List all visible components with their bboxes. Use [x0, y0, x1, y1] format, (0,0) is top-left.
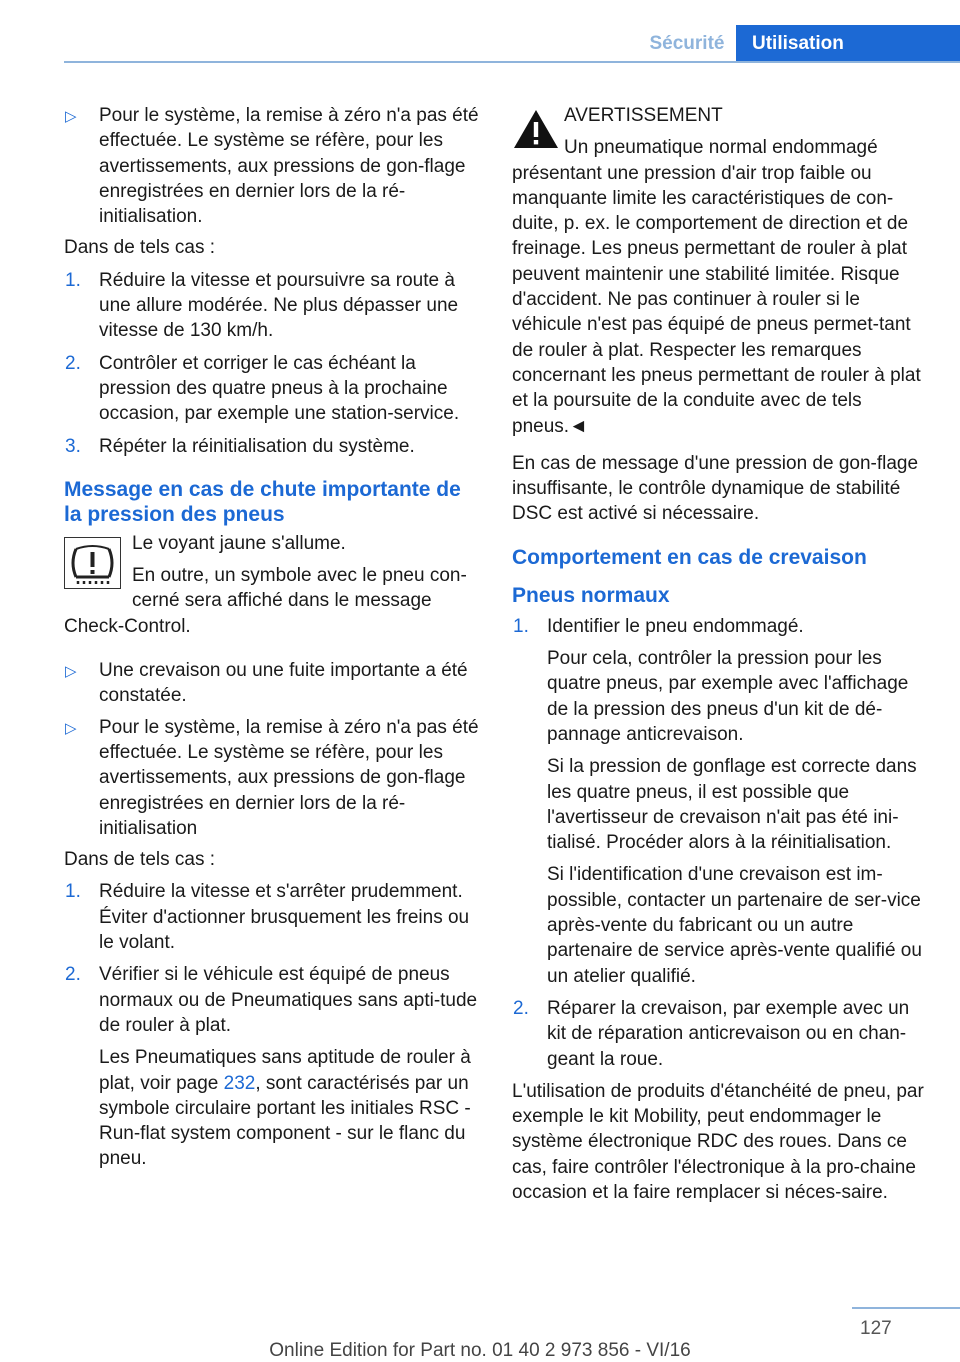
list-item: [64, 434, 479, 459]
in-such-cases-label: Dans de tels cas :: [64, 237, 216, 259]
step-text: Contrôler et corriger le cas échéant la pression des quatre pneus à la prochaine occasion, par exemple une station-service.: [99, 352, 460, 425]
list-item: [64, 268, 479, 344]
list-item: [64, 351, 479, 427]
step-text: Répéter la réinitialisation du système.: [99, 435, 415, 457]
bullet-text: Une crevaison ou une fuite importante a été constatée.: [99, 660, 468, 707]
indicator-text-1: Le voyant jaune s'allume.: [132, 532, 346, 554]
bullet-text: Pour le système, la remise à zéro n'a pas été effectuée. Le système se réfère, pour les avertissements, aux pressions de gon-flage enregistrées en dernier lors de la ré-initialisation: [99, 716, 479, 839]
in-such-cases-label: Dans de tels cas :: [64, 849, 216, 871]
list-item: [64, 962, 479, 1171]
step-number: 2.: [65, 352, 81, 374]
step-number: 2.: [65, 964, 81, 986]
header-tabs: [638, 25, 960, 62]
section-heading-pressure-drop: Message en cas de chute importante de la pression des pneus: [64, 477, 461, 526]
list-item: [64, 715, 479, 841]
footer-edition: Online Edition for Part no. 01 40 2 973 856 - VI/16: [269, 1340, 691, 1361]
step-text: Réduire la vitesse et s'arrêter prudemment. Éviter d'actionner brusquement les freins ou le volant.: [99, 881, 470, 954]
list-item: [512, 996, 924, 1072]
step-text: Identifier le pneu endommagé.: [547, 615, 804, 637]
indicator-block: [64, 531, 479, 646]
sealant-note: L'utilisation de produits d'étanchéité de pneu, par exemple le kit Mobility, peut endommager le système électronique RDC des roues. Dans ce cas, faire contrôler l'électronique à la pro-chaine occasion et la faire remplacer si néces-saire.: [512, 1080, 924, 1203]
tab-securite[interactable]: Sécurité: [638, 25, 736, 62]
runflat-paragraph: [99, 1045, 479, 1171]
triangle-bullet-icon: ▷: [65, 108, 77, 125]
step-detail: Pour cela, contrôler la pression pour les quatre pneus, par exemple avec l'affichage de la pression des pneus d'un kit de dé-pannage anticrevaison.: [547, 648, 909, 745]
step-number: 2.: [513, 997, 529, 1019]
runflat-text-before: Les Pneumatiques sans aptitude de rouler à plat, voir page: [99, 1047, 471, 1094]
step-text: Réparer la crevaison, par exemple avec un kit de réparation anticrevaison ou en chan-geant la roue.: [547, 997, 910, 1070]
step-text: Réduire la vitesse et poursuivre sa route à une allure modérée. Ne plus dépasser une vitesse de 130 km/h.: [99, 269, 459, 342]
step-number: 1.: [65, 881, 81, 903]
section-heading-puncture: Comportement en cas de crevaison: [512, 545, 867, 569]
warning-triangle-icon: [512, 107, 560, 151]
list-item: [64, 879, 479, 955]
subsection-heading-normal-tires: Pneus normaux: [512, 583, 670, 607]
page-number: 127: [860, 1318, 892, 1339]
step-detail: Si la pression de gonflage est correcte dans les quatre pneus, il est possible que l'avertisseur de crevaison n'ait pas été ini-tialisé. Procéder alors à la réinitialisation.: [547, 756, 917, 854]
step-detail: Si l'identification d'une crevaison est im-possible, contacter un partenaire de ser-vice après-vente du fabricant ou un autre partenaire de service après-vente qualifié ou un atelier qualifié.: [547, 864, 922, 987]
list-item: [64, 103, 479, 229]
tire-pressure-warning-icon: [64, 537, 121, 589]
triangle-bullet-icon: ▷: [65, 663, 77, 681]
bullet-text: Pour le système, la remise à zéro n'a pas été effectuée. Le système se réfère, pour les avertissements, aux pressions de gon-flage enregistrées en dernier lors de la ré-initialisation.: [99, 105, 479, 228]
warning-title: AVERTISSEMENT: [564, 105, 723, 126]
list-item: [64, 658, 479, 709]
step-number: 1.: [65, 269, 81, 291]
list-item: [512, 614, 924, 989]
indicator-text-2: En outre, un symbole avec le pneu con-cerné sera affiché dans le message Check-Control.: [64, 565, 467, 637]
runflat-text-after: , sont caractérisés par un symbole circulaire portant les initiales RSC - Run-flat system component - sur le flanc du pneu.: [99, 1072, 471, 1170]
step-text: Vérifier si le véhicule est équipé de pneus normaux ou de Pneumatiques sans apti-tude de rouler à plat.: [99, 964, 478, 1036]
tab-utilisation[interactable]: Utilisation: [736, 25, 960, 62]
right-column: [512, 103, 924, 1212]
page-reference-link[interactable]: 232: [223, 1072, 256, 1094]
step-number: 3.: [65, 435, 81, 457]
left-column: [64, 103, 479, 1179]
warning-block: [512, 103, 924, 439]
dsc-note: En cas de message d'une pression de gon-flage insuffisante, le contrôle dynamique de stabilité DSC est activé si nécessaire.: [512, 452, 919, 525]
triangle-bullet-icon: ▷: [65, 719, 77, 737]
warning-text: Un pneumatique normal endommagé présentant une pression d'air trop faible ou manquante limite les caractéristiques de con-duite, p. ex. le comportement de direction et de freinage. Les pneus permettant de rouler à plat peuvent maintenir une stabilité limitée. Risque d'accident. Ne pas continuer à rouler si le véhicule n'est pas équipé de pneus permet-tant de rouler à plat. Respecter les remarques concernant les pneus permettant de rouler à plat et la poursuite de la conduite avec de tels pneus.◄: [512, 137, 921, 437]
header-divider: [64, 61, 960, 63]
step-number: 1.: [513, 615, 529, 637]
footer-divider: [852, 1307, 960, 1309]
